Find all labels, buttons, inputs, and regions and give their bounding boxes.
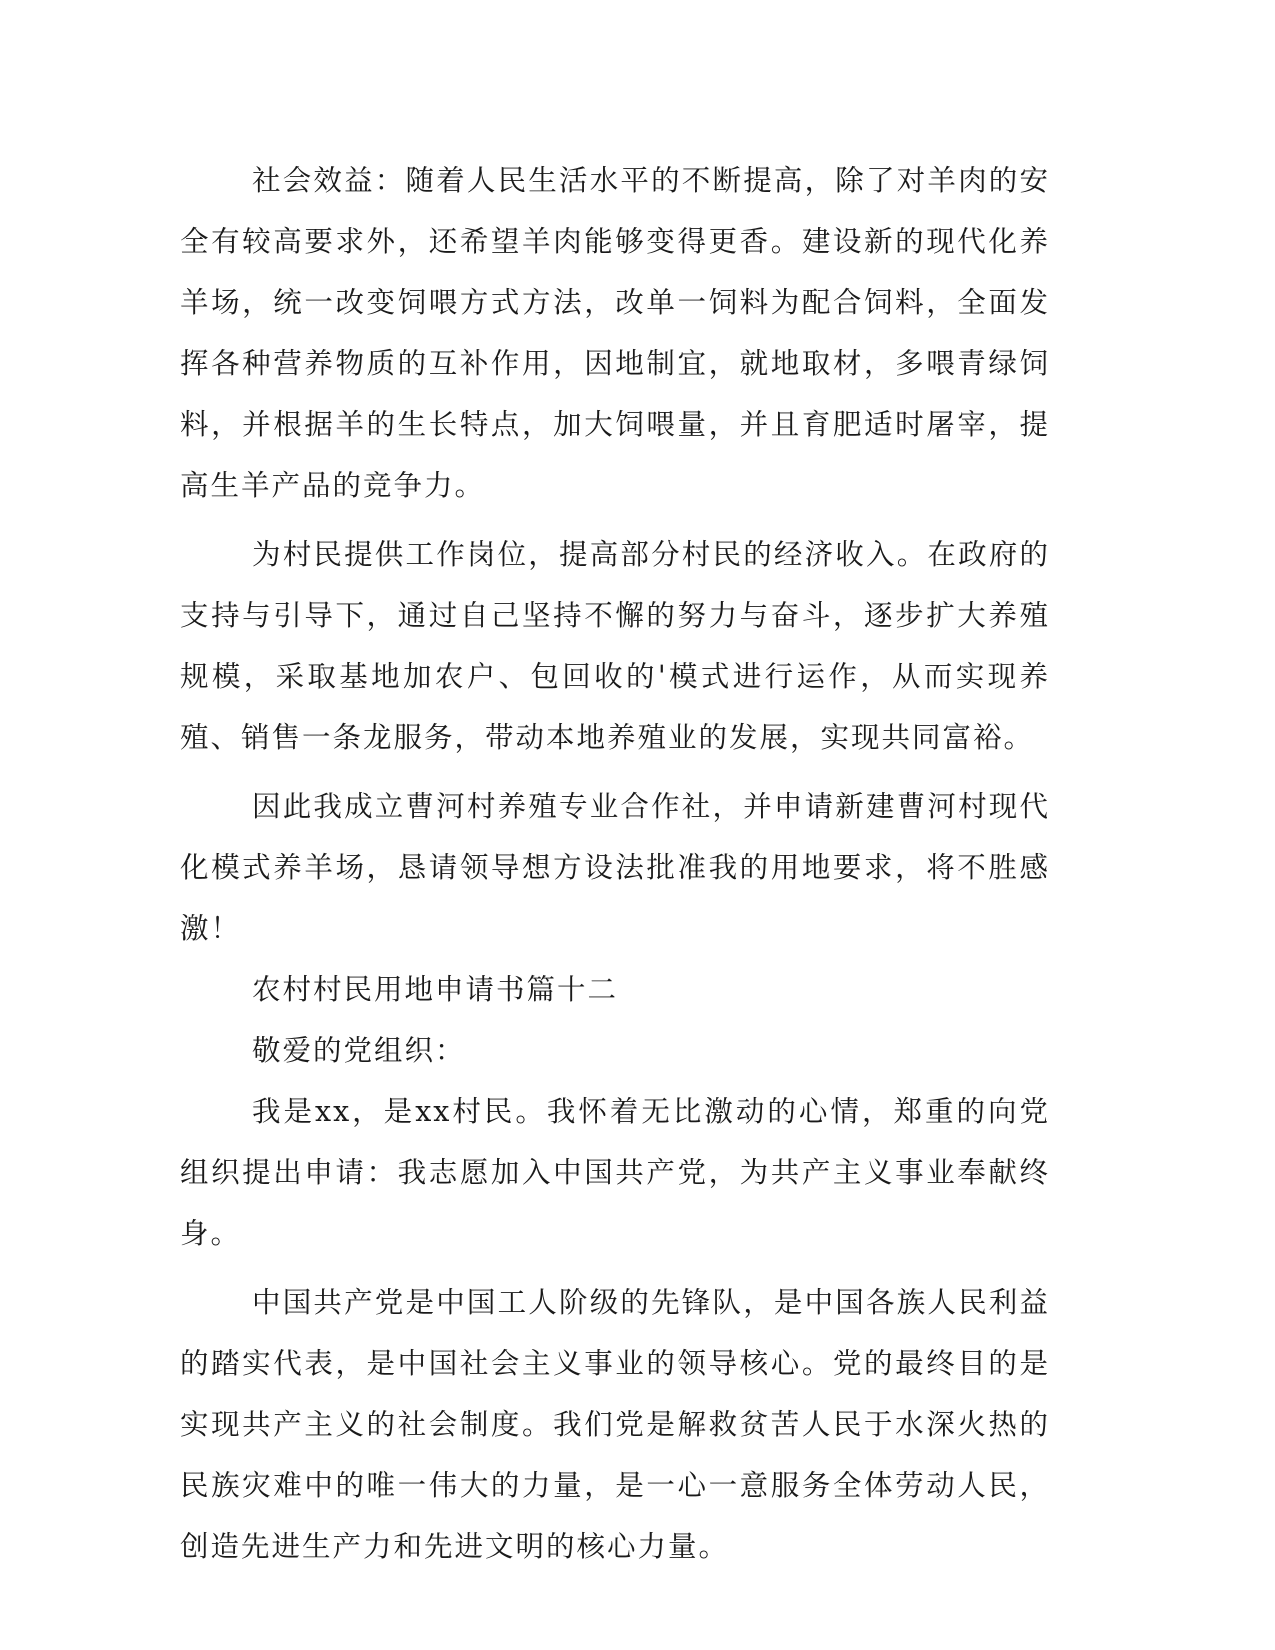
document-body bbox=[180, 150, 1050, 1577]
salutation: 敬爱的党组织： bbox=[252, 1034, 466, 1067]
section-title: 农村村民用地申请书篇十二 bbox=[252, 973, 619, 1006]
paragraph-request: 因此我成立曹河村养殖专业合作社，并申请新建曹河村现代化模式养羊场，恳请领导想方设法批准我的用地要求，将不胜感激！ bbox=[180, 790, 1050, 945]
paragraph-party: 中国共产党是中国工人阶级的先锋队，是中国各族人民利益的踏实代表，是中国社会主义事业的领导核心。党的最终目的是实现共产主义的社会制度。我们党是解救贫苦人民于水深火热的民族灾难中的唯一伟大的力量，是一心一意服务全体劳动人民，创造先进生产力和先进文明的核心力量。 bbox=[180, 1286, 1050, 1563]
paragraph-social-benefit: 社会效益：随着人民生活水平的不断提高，除了对羊肉的安全有较高要求外，还希望羊肉能够变得更香。建设新的现代化养羊场，统一改变饲喂方式方法，改单一饲料为配合饲料，全面发挥各种营养物质的互补作用，因地制宜，就地取材，多喂青绿饲料，并根据羊的生长特点，加大饲喂量，并且育肥适时屠宰，提高生羊产品的竞争力。 bbox=[180, 164, 1050, 502]
paragraph-jobs: 为村民提供工作岗位，提高部分村民的经济收入。在政府的支持与引导下，通过自己坚持不懈的努力与奋斗，逐步扩大养殖规模，采取基地加农户、包回收的'模式进行运作，从而实现养殖、销售一条龙服务，带动本地养殖业的发展，实现共同富裕。 bbox=[180, 538, 1050, 754]
paragraph-intro: 我是xx，是xx村民。我怀着无比激动的心情，郑重的向党组织提出申请：我志愿加入中国共产党，为共产主义事业奉献终身。 bbox=[180, 1095, 1050, 1250]
